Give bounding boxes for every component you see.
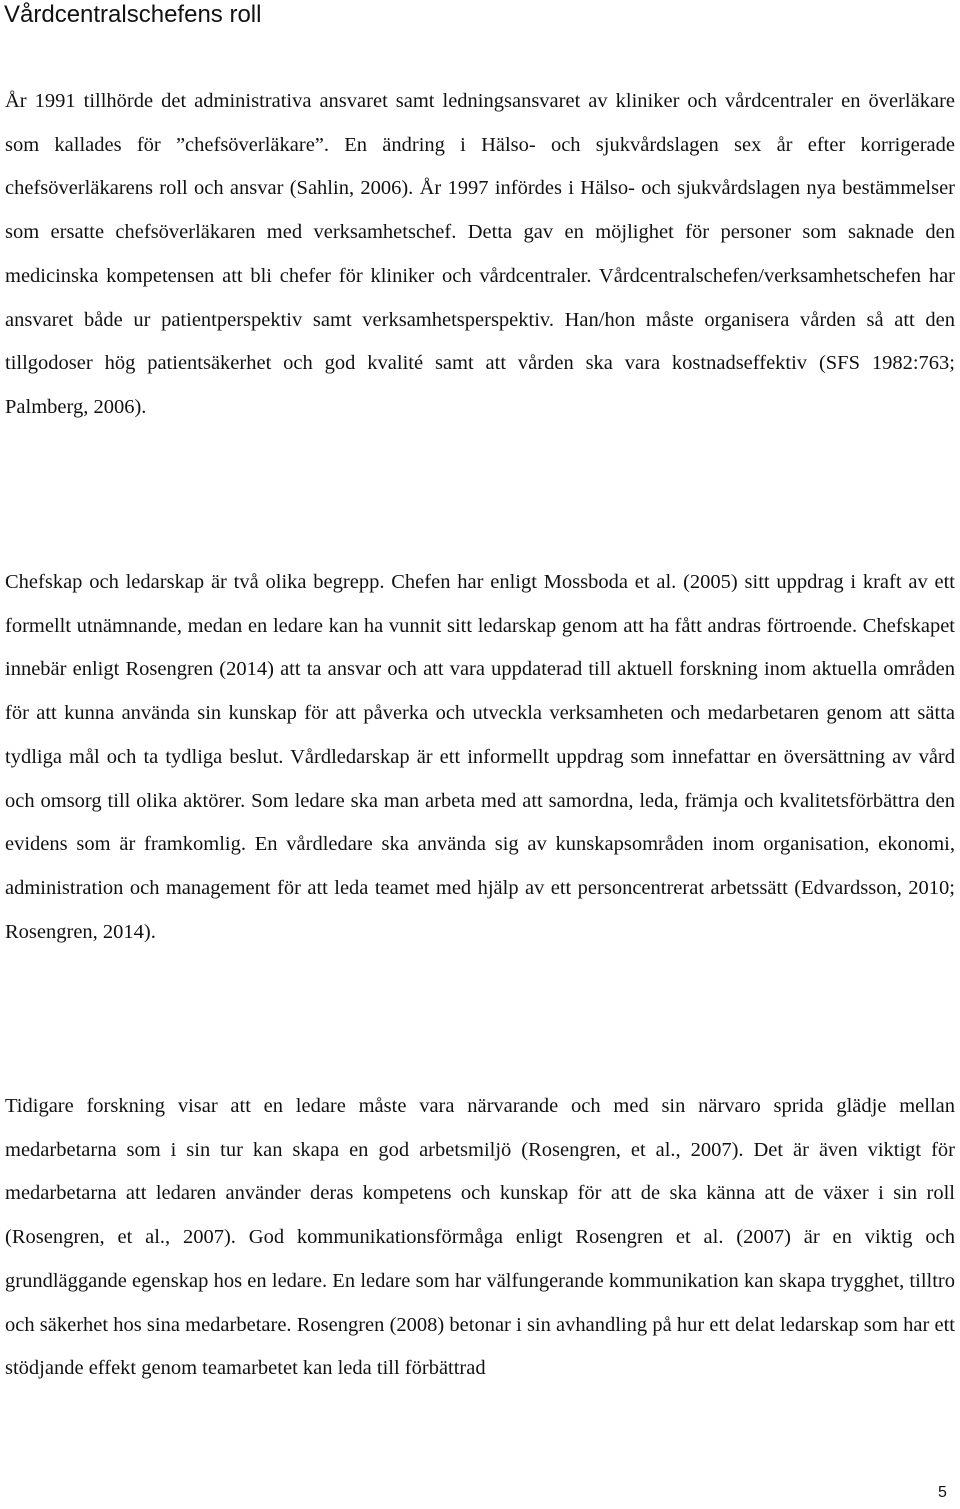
paragraph-vardcentralschef-history: År 1991 tillhörde det administrativa ansvaret samt ledningsansvaret av kliniker och vårdcentraler en överläkare som kallades för ”chefsöverläkare”. En ändring i Hälso- och sjukvårdslagen sex år efter korrigerade chefsöverläkarens roll och ansvar (Sahlin, 2006). År 1997 infördes i Hälso- och sjukvårdslagen nya bestämmelser som ersatte chefsöverläkaren med verksamhetschef. Detta gav en möjlighet för personer som saknade den medicinska kompetensen att bli chefer för kliniker och vårdcentraler. Vårdcentralschefen/verksamhetschefen har ansvaret både ur patientperspektiv samt verksamhetsperspektiv. Han/hon måste organisera vården så att den tillgodoser hög patientsäkerhet och god kvalité samt att vården ska vara kostnadseffektiv (SFS 1982:763; Palmberg, 2006). [5,90,955,418]
page-number: 5 [938,1484,947,1501]
section-heading: Vårdcentralschefens roll [4,1,262,28]
paragraph-tidigare-forskning: Tidigare forskning visar att en ledare måste vara närvarande och med sin närvaro sprida glädje mellan medarbetarna som i sin tur kan skapa en god arbetsmiljö (Rosengren, et al., 2007). Det är även viktigt för medarbetarna att ledaren använder deras kompetens och kunskap för att de ska känna att de växer i sin roll (Rosengren, et al., 2007). God kommunikationsförmåga enligt Rosengren et al. (2007) är en viktig och grundläggande egenskap hos en ledare. En ledare som har välfungerande kommunikation kan skapa trygghet, tilltro och säkerhet hos sina medarbetare. Rosengren (2008) betonar i sin avhandling på hur ett delat ledarskap som har ett stödjande effekt genom teamarbetet kan leda till förbättrad [5,1095,955,1380]
paragraph-chefskap-ledarskap: Chefskap och ledarskap är två olika begrepp. Chefen har enligt Mossboda et al. (2005) sitt uppdrag i kraft av ett formellt utnämnande, medan en ledare kan ha vunnit sitt ledarskap genom att ha fått andras förtroende. Chefskapet innebär enligt Rosengren (2014) att ta ansvar och att vara uppdaterad till aktuell forskning inom aktuella områden för att kunna använda sin kunskap för att påverka och utveckla verksamheten och medarbetaren genom att sätta tydliga mål och ta tydliga beslut. Vårdledarskap är ett informellt uppdrag som innefattar en översättning av vård och omsorg till olika aktörer. Som ledare ska man arbeta med att samordna, leda, främja och kvalitetsförbättra den evidens som är framkomlig. En vårdledare ska använda sig av kunskapsområden inom organisation, ekonomi, administration och management för att leda teamet med hjälp av ett personcentrerat arbetssätt (Edvardsson, 2010; Rosengren, 2014). [5,571,955,943]
